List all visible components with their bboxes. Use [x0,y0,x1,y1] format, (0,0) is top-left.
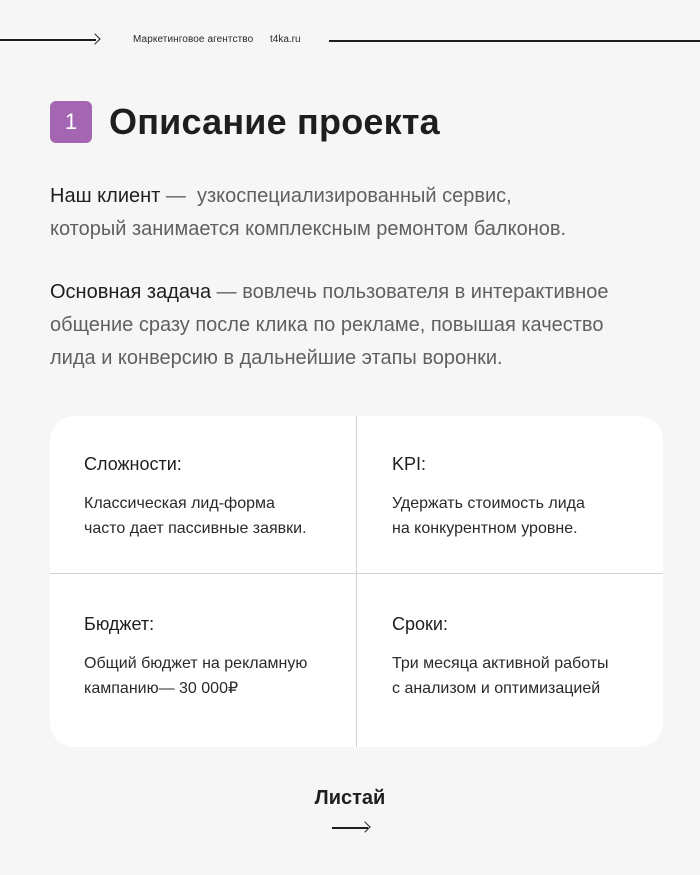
kpi-heading: KPI: [392,454,427,474]
task-line1: — вовлечь пользователя в интерактивное [211,281,609,303]
arrow-right-icon[interactable] [332,822,370,834]
timeline-heading: Сроки: [392,614,448,634]
difficulties-heading: Сложности: [84,454,182,474]
budget-line2: кампанию— 30 000₽ [84,680,239,697]
budget-cell [84,614,307,701]
section-heading [50,100,440,144]
kpi-line2: на конкурентном уровне. [392,520,578,537]
client-paragraph [50,180,680,246]
timeline-line2: с анализом и оптимизацией [392,680,601,697]
difficulties-line1: Классическая лид-форма [84,495,275,512]
client-line1: узкоспециализированный сервис, [196,185,512,207]
arrow-right-icon [0,34,100,46]
swipe-label: Листай [314,787,386,809]
difficulties-line2: часто дает пассивные заявки. [84,520,307,537]
client-line2: который занимается комплексным ремонтом балконов. [50,218,567,240]
budget-heading: Бюджет: [84,614,155,634]
section-number-badge: 1 [50,101,92,143]
agency-label: Маркетинговое агентство [133,34,254,45]
task-lead: Основная задача [50,281,212,303]
top-bar [0,0,700,80]
timeline-line1: Три месяца активной работы [392,655,609,672]
client-dash: — [160,185,197,207]
info-card [50,416,663,747]
site-link[interactable]: t4ka.ru [270,34,301,45]
card-horizontal-divider [50,573,663,574]
divider [329,40,700,42]
kpi-cell [392,454,585,541]
page-title: Описание проекта [109,101,440,142]
client-lead: Наш клиент [50,185,161,207]
card-vertical-divider [356,416,357,747]
budget-line1: Общий бюджет на рекламную [84,655,308,672]
task-line3: лида и конверсию в дальнейшие этапы воронки. [50,347,503,369]
task-paragraph [50,276,680,375]
timeline-cell [392,614,609,701]
kpi-line1: Удержать стоимость лида [392,495,585,512]
difficulties-cell [84,454,307,541]
task-line2: общение сразу после клика по рекламе, повышая качество [50,314,604,336]
